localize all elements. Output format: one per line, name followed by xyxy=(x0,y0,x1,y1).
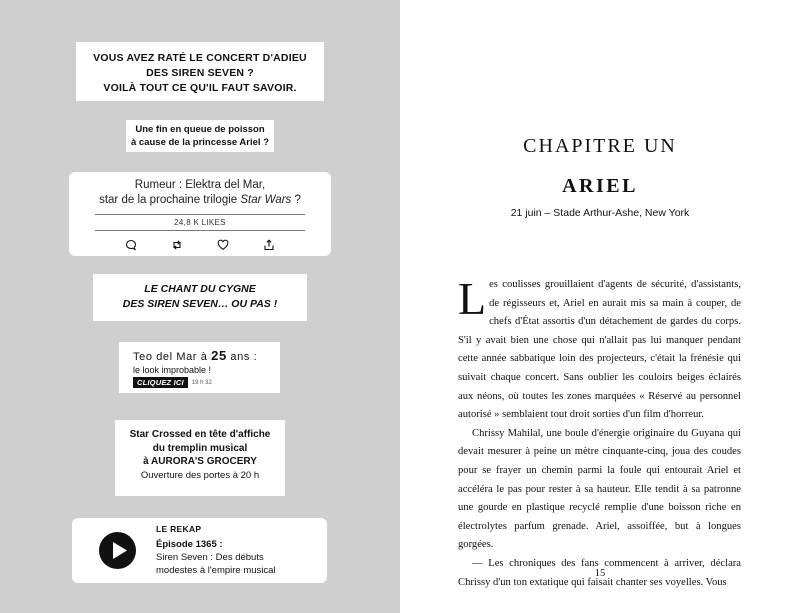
play-icon[interactable] xyxy=(99,532,136,569)
post-text-suffix: ? xyxy=(291,194,301,206)
event-line: à AURORA'S GROCERY xyxy=(143,456,257,467)
podcast-title: LE REKAP xyxy=(156,524,202,534)
headline-line: DES SIREN SEVEN ? xyxy=(146,67,254,79)
episode-description: modestes à l'empire musical xyxy=(156,565,276,576)
headline-card-concert xyxy=(76,42,324,101)
episode-number: Épisode 1365 : xyxy=(156,539,223,550)
page-number: 15 xyxy=(594,568,606,579)
teo-headline-part: Teo del Mar à xyxy=(133,351,212,363)
headline-line: DES SIREN SEVEN… OU PAS ! xyxy=(122,298,278,310)
episode-description: Siren Seven : Des débuts xyxy=(156,552,264,563)
post-text xyxy=(69,172,331,208)
body-text xyxy=(458,273,741,592)
post-actions xyxy=(125,238,275,256)
comment-icon[interactable] xyxy=(125,238,137,256)
paragraph-text: es coulisses grouillaient d'agents de sécurité, d'assistants, de régisseurs et, Ariel en aurait mis sa main à couper, de chefs d'État assortis d'un détachement de gardes du corps. S'il y avait bien une chose qui n'allait pas lui manquer pendant cette année sabbatique loin des projecteurs, c'était la frénésie qui suivait chaque concert. Sans oublier les couloirs beiges éclairés aux néons, où toutes les zones marquées « Réservé au personnel autorisé » semblaient tout droit sorties d'un film d'horreur. xyxy=(458,279,741,421)
headline-card-swan-song xyxy=(93,274,307,321)
headline-line: à cause de la princesse Ariel ? xyxy=(131,137,269,148)
doors-open: Ouverture des portes à 20 h xyxy=(140,469,260,481)
event-card xyxy=(115,420,285,496)
click-here-button[interactable]: CLIQUEZ ICI xyxy=(133,377,188,388)
headline-card-teo xyxy=(119,342,280,393)
dateline: 21 juin – Stade Arthur-Ashe, New York xyxy=(510,207,690,219)
podcast-card xyxy=(72,518,327,583)
teo-age: 25 xyxy=(211,348,227,363)
headline-line: VOILÀ TOUT CE QU'IL FAUT SAVOIR. xyxy=(103,82,297,94)
paragraph: Chrissy Mahilal, une boule d'énergie originaire du Guyana qui devait mesurer à peine un mètre cinquante-cinq, joua des coudes pour se frayer un chemin parmi la foule qui entourait Ariel et accéléra le pas pour rester à sa hauteur. Elle tendit à sa patronne une gourde en plastique recyclé remplie d'une boisson riche en électrolytes parfum grenade. Ariel, assoiffée, but à longues gorgées. xyxy=(458,427,741,551)
headline-line: LE CHANT DU CYGNE xyxy=(144,283,256,295)
paragraph xyxy=(458,273,741,425)
event-line: du tremplin musical xyxy=(152,442,248,454)
teo-subline: le look improbable ! xyxy=(133,365,212,375)
chapter-title: CHAPITRE UN xyxy=(523,135,677,157)
headline-card-ending xyxy=(126,120,274,152)
podcast-meta xyxy=(156,523,324,577)
post-text-line: Rumeur : Elektra del Mar, xyxy=(134,179,266,191)
headline-line: VOUS AVEZ RATÉ LE CONCERT D'ADIEU xyxy=(93,52,307,64)
heart-icon[interactable] xyxy=(217,238,229,256)
chapter-character: ARIEL xyxy=(562,175,638,197)
paragraph: — Les chroniques des fans commencent à arriver, déclara Chrissy d'un ton extatique qui faisait chanter ses voyelles. Vous xyxy=(458,557,741,588)
share-icon[interactable] xyxy=(263,238,275,256)
headline-line: Une fin en queue de poisson xyxy=(135,124,265,135)
repost-icon[interactable] xyxy=(171,238,183,256)
teo-headline xyxy=(133,348,280,363)
post-text-line xyxy=(69,193,331,208)
event-line: Star Crossed en tête d'affiche xyxy=(129,429,271,440)
social-post-card xyxy=(69,172,331,256)
drop-cap: L xyxy=(458,273,487,324)
likes-count: 24,8 K LIKES xyxy=(95,214,305,231)
post-text-title: Star Wars xyxy=(240,194,292,206)
post-time: 19 h 32 xyxy=(191,379,212,386)
cta-row xyxy=(133,377,280,388)
post-text-prefix: star de la prochaine trilogie xyxy=(99,194,241,206)
teo-headline-part: ans : xyxy=(226,351,258,363)
